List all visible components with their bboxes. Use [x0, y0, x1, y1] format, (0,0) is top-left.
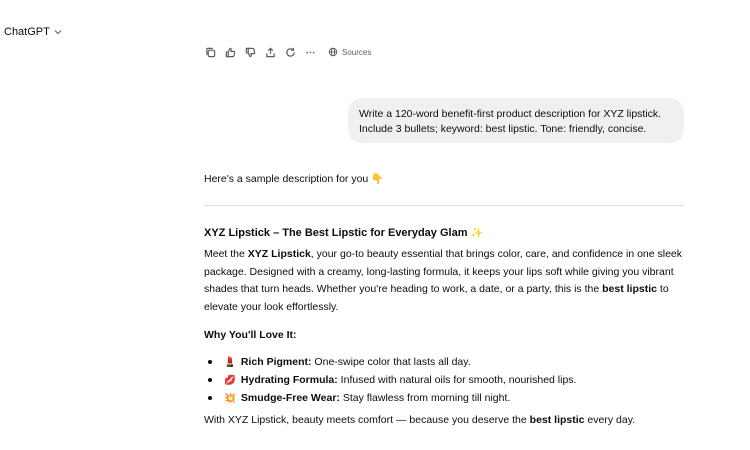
sources-button[interactable]: [328, 47, 371, 57]
more-icon[interactable]: [304, 46, 317, 59]
outro-bold-keyword: best lipstic: [529, 414, 585, 426]
product-title: [204, 225, 684, 242]
share-icon[interactable]: [264, 46, 277, 59]
para-text-1: Meet the: [204, 248, 248, 260]
outro-text-1: With XYZ Lipstick, beauty meets comfort — because you deserve the: [204, 414, 530, 426]
model-selector[interactable]: [0, 22, 62, 42]
list-item: [204, 353, 684, 371]
outro-text-2: every day.: [584, 414, 636, 426]
sparkles-icon: ✨: [470, 228, 483, 239]
bullet-dot: [208, 396, 212, 400]
why-heading: Why You'll Love It:: [204, 329, 297, 341]
para-bold-keyword: best lipstic: [602, 283, 657, 296]
burst-icon: 💥: [224, 393, 236, 404]
bullet-text: Infused with natural oils for smooth, nourished lips.: [337, 374, 577, 386]
bullet-label: Hydrating Formula:: [240, 374, 338, 386]
user-message-bubble: [348, 98, 684, 143]
reply-intro-text: Here's a sample description for you: [204, 173, 369, 185]
sources-label: Sources: [342, 47, 372, 57]
regenerate-icon[interactable]: [284, 46, 297, 59]
user-message-line-2: Include 3 bullets; keyword: best lipstic. Tone: friendly, concise.: [359, 123, 647, 135]
reply-intro: [204, 171, 684, 188]
description-paragraph: [204, 246, 684, 316]
closing-line: [204, 412, 684, 429]
pointing-down-icon: 👇: [371, 174, 384, 185]
bullet-text: Stay flawless from morning till night.: [339, 392, 511, 404]
divider: [204, 205, 684, 206]
bullet-text: One-swipe color that lasts all day.: [311, 356, 471, 368]
list-item: [204, 389, 684, 407]
bullet-label: Rich Pigment:: [240, 356, 312, 368]
lips-icon: 💋: [224, 375, 236, 386]
thumbs-down-icon[interactable]: [244, 46, 257, 59]
benefit-list: [204, 353, 684, 407]
product-title-text: XYZ Lipstick – The Best Lipstic for Everyday Glam: [204, 227, 468, 239]
app-title: ChatGPT: [4, 26, 50, 38]
bullet-label: Smudge-Free Wear:: [240, 392, 340, 404]
copy-icon[interactable]: [204, 46, 217, 59]
para-text-2: , your go-to beauty essential that brings color, care, and confidence in one sleek package. Designed with a creamy, long-lasting formula, it keeps your lips soft while giving you vibrant shades that turn heads. Whether you're heading to work, a date, or a party, this is the: [204, 248, 683, 296]
chevron-down-icon: [54, 29, 62, 35]
para-text-3: to elevate your look effortlessly.: [204, 283, 669, 313]
bullet-dot: [208, 360, 212, 364]
para-bold-product: XYZ Lipstick: [247, 248, 311, 260]
list-item: [204, 371, 684, 389]
bullet-dot: [208, 378, 212, 382]
user-message-line-1: Write a 120-word benefit-first product description for XYZ lipstick.: [359, 108, 662, 120]
message-actions: [204, 45, 371, 59]
globe-icon: [328, 47, 338, 57]
lipstick-icon: 💄: [224, 357, 236, 368]
thumbs-up-icon[interactable]: [224, 46, 237, 59]
